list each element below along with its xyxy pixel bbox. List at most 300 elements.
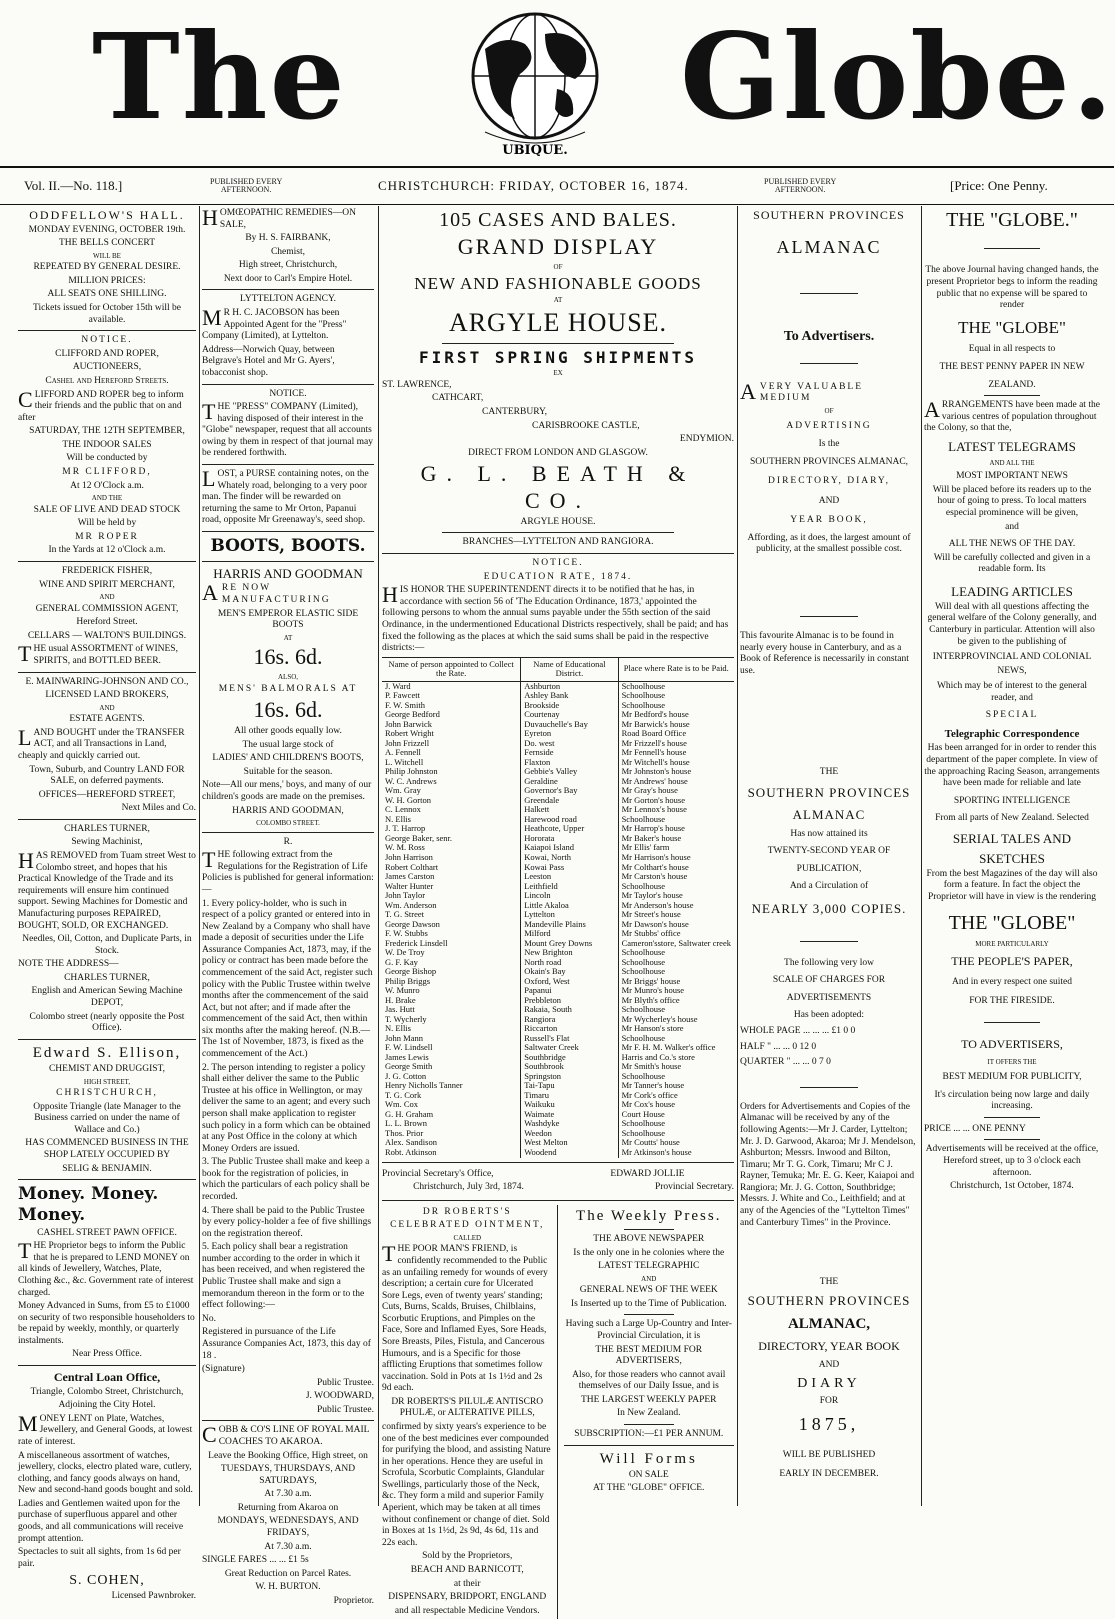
divider: [202, 464, 374, 465]
table-cell: Mr Anderson's house: [618, 901, 734, 911]
ad-heading: S. COHEN,: [69, 1573, 145, 1589]
ad-line: AND: [818, 495, 840, 506]
table-cell: Duvauchelle's Bay: [521, 720, 618, 730]
ad-line: WINE AND SPIRIT MERCHANT,: [39, 579, 175, 590]
table-cell: Mr Witchell's house: [618, 758, 734, 768]
ad-line: MR CLIFFORD,: [62, 466, 152, 477]
issue-price: [Price: One Penny.: [950, 178, 1048, 193]
ad-line: and all respectable Medicine Vendors.: [394, 1605, 540, 1616]
ad-line: AND: [818, 1359, 840, 1370]
table-cell: Harris and Co.'s store: [618, 1053, 734, 1063]
ad-heading: 105 CASES AND BALES.: [439, 209, 677, 231]
table-cell: Schoolhouse: [618, 701, 734, 711]
divider: [800, 941, 858, 942]
ad-line: MENS' BALMORALS AT: [218, 683, 358, 694]
table-cell: Schoolhouse: [618, 948, 734, 958]
ad-heading: SOUTHERN PROVINCES: [747, 784, 911, 800]
ad-body: Ladies and Gentlemen waited upon for the purchase of superfluous apparel and other goods, and all communications will receive prompt attention.: [18, 1498, 184, 1544]
divider: [18, 330, 196, 331]
table-cell: Mr Colthart's house: [618, 863, 734, 873]
divider: [564, 1445, 735, 1446]
table-cell: James Lewis: [385, 1051, 429, 1062]
ad-heading: FIRST SPRING SHIPMENTS: [419, 347, 697, 367]
divider: [984, 1022, 1040, 1023]
ad-line: Licensed Pawnbroker.: [111, 1591, 196, 1602]
ad-line: J. WOODWARD,: [305, 1391, 374, 1402]
table-cell: Schoolhouse: [618, 1005, 734, 1015]
table-cell: Schoolhouse: [618, 681, 734, 691]
table-cell: Prebbleton: [521, 996, 618, 1006]
table-cell: West Melton: [521, 1138, 618, 1148]
table-cell: Kowai, North: [521, 853, 618, 863]
volume-number: Vol. II.—No. 118.]: [24, 178, 123, 193]
weekly-press-ad: [564, 1205, 735, 1619]
ad-line: No.: [202, 1313, 216, 1324]
ad-line: SATURDAY, THE 12TH SEPTEMBER,: [29, 426, 185, 437]
ad-heading: THE "GLOBE": [958, 317, 1066, 337]
table-cell: Mr Fennell's house: [618, 748, 734, 758]
ship-name: CANTERBURY,: [482, 406, 548, 417]
table-cell: H. Brake: [385, 994, 416, 1005]
divider: [800, 616, 858, 617]
ad-heading: SERIAL TALES AND: [952, 830, 1072, 846]
table-cell: John Harrison: [385, 852, 433, 862]
divider: [18, 1039, 196, 1040]
table-cell: Do. west: [521, 739, 618, 749]
table-cell: Mr Baker's house: [618, 834, 734, 844]
table-cell: Mr Cork's office: [618, 1091, 734, 1101]
ad-line: AND: [641, 1274, 657, 1283]
ad-heading: LYTTELTON AGENCY.: [240, 294, 336, 305]
ad-line: GENERAL COMMISSION AGENT,: [35, 603, 179, 614]
divider: [382, 553, 734, 554]
table-cell: Henry Nicholls Tanner: [385, 1080, 463, 1091]
ad-price: 16s. 6d.: [253, 644, 323, 670]
ad-line: HIGH STREET,: [83, 1077, 131, 1086]
ad-body: Affording, as it does, the largest amount of publicity, at the smallest possible cost.: [747, 532, 911, 555]
table-cell: Flaxton: [521, 758, 618, 768]
table-cell: W. De Troy: [385, 947, 425, 958]
ad-body: Will be carefully collected and given in a readable form. Its: [933, 552, 1091, 575]
education-rate-table: [382, 657, 734, 1158]
column-5: [924, 206, 1100, 1506]
table-cell: Mr Frizzell's house: [618, 739, 734, 749]
signature-right: [561, 1167, 734, 1196]
table-cell: Mr Harrison's house: [618, 853, 734, 863]
table-cell: L. Witchell: [385, 756, 424, 767]
ad-line: AND: [99, 593, 115, 602]
published-note-line: AFTERNOON.: [220, 185, 272, 194]
divider: [800, 363, 858, 364]
ad-heading: NOTICE.: [81, 335, 133, 346]
table-cell: W. M. Ross: [385, 842, 425, 853]
table-cell: Mr Briggs' house: [618, 977, 734, 987]
table-cell: Weedon: [521, 1129, 618, 1139]
signature-left: [382, 1167, 555, 1196]
table-cell: Brookside: [521, 701, 618, 711]
table-cell: Schoolhouse: [618, 1072, 734, 1082]
table-cell: Mr Gray's house: [618, 786, 734, 796]
table-cell: Greendale: [521, 796, 618, 806]
ad-line: MONDAYS, WEDNESDAYS, AND FRIDAYS,: [217, 1516, 359, 1539]
ad-body: MR H. C. JACOBSON has been Appointed Agent for the "Press" Company (Limited), at Lyttelton.: [202, 305, 347, 342]
ad-line: at their: [453, 1578, 481, 1589]
table-cell: James Carston: [385, 871, 435, 882]
table-cell: Robert Colthart: [385, 861, 439, 872]
divider: [202, 531, 374, 532]
table-cell: T. G. Cork: [385, 1089, 422, 1100]
ad-heading: TO ADVERTISERS,: [961, 1037, 1063, 1052]
ad-line: Christchurch, July 3rd, 1874.: [413, 1182, 524, 1193]
table-cell: Jas. Hutt: [385, 1004, 415, 1015]
divider: [984, 395, 1040, 396]
column-rule: [921, 206, 922, 1506]
ad-line: CALLED: [453, 1233, 482, 1242]
ad-line: HARRIS AND GOODMAN,: [232, 805, 344, 816]
ad-line: FOR: [819, 1396, 839, 1407]
ad-line: Colombo street (nearly opposite the Post Office).: [29, 1011, 185, 1034]
table-cell: J. Ward: [385, 680, 411, 691]
ad-line: Suitable for the season.: [243, 766, 333, 777]
ad-heading: Edward S. Ellison,: [32, 1044, 182, 1061]
ad-heading: ARGYLE HOUSE.: [448, 308, 668, 338]
ad-heading: 1875,: [798, 1413, 860, 1434]
ad-heading: THE PEOPLE'S PAPER,: [951, 954, 1073, 969]
table-cell: Riccarton: [521, 1024, 618, 1034]
ad-line: OFFICES—HEREFORD STREET,: [38, 789, 176, 800]
ad-heading: LEADING ARTICLES: [951, 583, 1073, 599]
ad-body: Orders for Advertisements and Copies of the Almanac will be received by any of the following Agents:—Mr J. Carder, Lyttelton; Mr. J. D. Garwood, Akaroa; Mr J. Mendelson, Ashburton; Messrs. Inwood and Bilton, Timaru; Mr T. G. Cork, Timaru; Mr C J. Rayner, Temuka; Mr. E. G. Keer, Kaiapoi and Rangiora; Mr. J. G. Cotton, Southbridge; Messrs. J. White and Co., Leithfield; and at any of the Agencies of the "Lyttelton Times" and Canterbury Times" in the Province.: [740, 1101, 916, 1228]
ad-line: Sold by the Proprietors,: [422, 1551, 513, 1562]
ad-line: At 7.30 a.m.: [264, 1541, 312, 1552]
ad-line: ARE NOW MANUFACTURING: [202, 580, 331, 606]
table-cell: Oxford, West: [521, 977, 618, 987]
table-cell: Geraldine: [521, 777, 618, 787]
ad-line: Needles, Oil, Cotton, and Duplicate Parts, in Stock.: [22, 934, 192, 956]
ad-line: Public Trustee.: [316, 1404, 374, 1415]
ad-line: Tickets issued for October 15th will be available.: [33, 303, 181, 325]
ad-line: EX: [553, 369, 563, 378]
table-cell: Mr Smith's house: [618, 1062, 734, 1072]
divider: [442, 532, 674, 533]
ad-body: confirmed by sixty years's experience to be one of the best medicines ever compounded for purifying the blood, and assisting Nature in her operations. Hence they are useful in Scrofula, Scorbutic Complaints, Glandular Swellings, particularly those of the Neck, &c. They form a mild and superior Family Aperient, which may be taken at all times without confinement or change of diet. Sold in Boxes at 1s 1½d, 2s 9d, 4s 6d, 11s and 22s each.: [382, 1422, 551, 1548]
ad-line: MONDAY EVENING, OCTOBER 19th.: [28, 224, 186, 235]
ad-line: NEWS,: [997, 665, 1027, 676]
published-note-line: PUBLISHED EVERY: [210, 177, 283, 186]
ad-line: YEAR BOOK,: [790, 515, 868, 526]
ad-line: WILL BE PUBLISHED: [782, 1449, 876, 1460]
ad-line: OF: [824, 406, 834, 415]
table-cell: Kowai Pass: [521, 863, 618, 873]
table-cell: J. T. Harrop: [385, 823, 426, 834]
ad-heading: NOTICE.: [269, 388, 307, 399]
column-4: [740, 206, 918, 1506]
table-cell: Waimate: [521, 1110, 618, 1120]
column-2: [202, 205, 374, 1606]
ad-line: and: [1005, 521, 1019, 532]
ad-body: Which may be of interest to the general reader, and: [936, 681, 1088, 703]
ad-body: ARRANGEMENTS have been made at the various centres of population throughout the Colony, so that the,: [924, 397, 1100, 434]
table-body: [382, 681, 734, 1157]
ad-line: Is the only one in he colonies where the: [573, 1247, 725, 1258]
table-row: [382, 1091, 734, 1101]
ad-line: AT THE "GLOBE" OFFICE.: [593, 1483, 705, 1494]
ad-heading: G. L. BEATH & CO.: [420, 461, 696, 514]
ad-body: HIS HONOR THE SUPERINTENDENT directs it to be notified that he has, in accordance with section 56 of 'The Education Ordinance, 1873,' appointed the following persons to whom the annual sums payable under the 55th section of the said Ordinance, in the undermentioned Educational Districts respectively, shall be paid; and has fixed the following as the places at which the said sums shall be paid in the respective districts:—: [382, 582, 729, 654]
ad-line: Next Miles and Co.: [121, 803, 196, 814]
table-header: Name of Educational District.: [521, 657, 618, 681]
table-cell: John Barwick: [385, 718, 432, 729]
divider: [202, 1420, 374, 1421]
table-cell: Wm. Gray: [385, 785, 421, 796]
ship-name: ST. LAWRENCE,: [382, 379, 452, 390]
column-1: [18, 206, 196, 1602]
ad-body: Has been arranged for in order to render this department of the paper complete. In view of the approaching Racing Season, arrangements have been made for reliable and late: [924, 743, 1100, 789]
table-cell: Mr Munro's house: [618, 986, 734, 996]
ad-line: SUBSCRIPTION:—£1 PER ANNUM.: [574, 1429, 724, 1439]
ad-line: Leave the Booking Office, High street, on: [208, 1450, 368, 1461]
table-cell: Robt. Atkinson: [385, 1146, 437, 1157]
table-cell: Eyreton: [521, 729, 618, 739]
ad-line: ALL THE NEWS OF THE DAY.: [948, 539, 1076, 550]
ad-line: MR ROPER: [75, 531, 139, 542]
ad-body: THE usual ASSORTMENT of WINES, SPIRITS, and BOTTLED BEER.: [18, 641, 178, 667]
divider: [18, 1179, 196, 1180]
table-cell: Alex. Sandison: [385, 1137, 437, 1148]
ad-line: Near Press Office.: [72, 1349, 142, 1360]
ad-heading: Money. Money. Money.: [18, 1184, 159, 1225]
ad-body: MONEY LENT on Plate, Watches, Jewellery, and General Goods, at lowest rate of interest.: [18, 1410, 193, 1447]
ad-line: CHEMIST AND DRUGGIST,: [48, 1064, 166, 1074]
ad-line: AT: [553, 296, 563, 305]
table-cell: W. C. Andrews: [385, 775, 437, 786]
ad-body: Spectacles to suit all sights, from 1s 6d per pair.: [18, 1547, 181, 1569]
table-cell: Cameron'sstore, Saltwater creek: [618, 939, 734, 949]
table-cell: Schoolhouse: [618, 958, 734, 968]
ad-line: BEST MEDIUM FOR PUBLICITY,: [942, 1072, 1082, 1083]
ad-heading: NEARLY 3,000 COPIES.: [751, 900, 907, 916]
ad-line: Returning from Akaroa on: [237, 1502, 339, 1513]
table-cell: North road: [521, 958, 618, 968]
table-cell: Mount Grey Downs: [521, 939, 618, 949]
table-cell: Russell's Flat: [521, 1034, 618, 1044]
ad-heading: LATEST TELEGRAMS: [948, 438, 1076, 454]
ad-line: Public Trustee.: [316, 1377, 374, 1388]
table-header-row: [382, 657, 734, 681]
table-cell: Saltwater Creek: [521, 1043, 618, 1053]
ad-line: The usual large stock of: [242, 739, 334, 750]
published-note-right: [764, 178, 836, 194]
ad-line: LICENSED LAND BROKERS,: [45, 690, 169, 701]
ad-heading: To Advertisers.: [783, 328, 875, 344]
divider: [624, 1424, 675, 1425]
table-cell: Mr Dawson's house: [618, 920, 734, 930]
table-cell: Mr Coutts' house: [618, 1138, 734, 1148]
ad-body: THE POOR MAN'S FRIEND, is confidently recommended to the Public as an unfailing remedy for wounds of every description; a certain cure for Ulcerated Sore Legs, even of twenty years' standing; Cuts, Burns, Scalds, Bruises, Chilblains, Scorbutic Eruptions, and Pimples on the Face, Sore and Inflamed Eyes, Sore Heads, Sore Breasts, Piles, Fistula, and Cancerous Humours, and is a Specific for those afflicting Eruptions that sometimes follow vaccination. Sold in Pots at 1s 1½d and 2s 9d each.: [382, 1241, 548, 1394]
table-cell: Southbridge: [521, 1053, 618, 1063]
ad-line: COLOMBO STREET.: [256, 819, 320, 828]
divider: [202, 561, 374, 562]
table-cell: Schoolhouse: [618, 691, 734, 701]
divider: [202, 384, 374, 385]
table-cell: Woodend: [521, 1148, 618, 1158]
ad-line: Hereford Street.: [76, 617, 138, 628]
ad-body: This favourite Almanac is to be found in nearly every house in Canterbury, and as a Book of Reference is necessarily in constant use.: [740, 630, 909, 676]
ad-line: R.: [283, 836, 293, 847]
published-note-left: [210, 178, 282, 194]
table-cell: Springston: [521, 1072, 618, 1082]
table-cell: Mr Harrop's house: [618, 824, 734, 834]
table-cell: Waikuku: [521, 1100, 618, 1110]
ad-line: ZEALAND.: [988, 379, 1036, 390]
ad-line: SPORTING INTELLIGENCE: [953, 795, 1071, 806]
table-cell: George Bishop: [385, 966, 437, 977]
published-note-line: PUBLISHED EVERY: [764, 177, 837, 186]
table-cell: Mr Gorton's house: [618, 796, 734, 806]
ad-line: DR ROBERTS'S PILULÆ ANTISCRO PHULÆ, or ALTERATIVE PILLS,: [391, 1396, 544, 1419]
ad-heading: Will Forms: [599, 1450, 698, 1467]
ad-heading: NEW AND FASHIONABLE GOODS: [414, 273, 702, 293]
ad-line: SPECIAL: [985, 710, 1039, 721]
ad-line: CELLARS — WALTON'S BUILDINGS.: [27, 630, 187, 641]
ad-line: Having such a Large Up-Country and Inter-Provincial Circulation, it is: [565, 1319, 732, 1341]
ad-line: AND THE: [91, 494, 123, 503]
table-cell: N. Ellis: [385, 1023, 411, 1034]
ad-heading: DIARY: [797, 1376, 861, 1392]
table-cell: George Dawson: [385, 918, 440, 929]
table-cell: George Smith: [385, 1061, 433, 1072]
table-cell: Schoolhouse: [618, 1119, 734, 1129]
ad-body: 3. The Public Trustee shall make and keep a book for the registration of policies, in which the particulars of each policy shall be recorded.: [202, 1157, 370, 1202]
ad-line: Sewing Machinist,: [71, 837, 143, 848]
ad-line: AVERY VALUABLE MEDIUM: [740, 378, 864, 404]
table-cell: Mr Cox's house: [618, 1100, 734, 1110]
divider: [800, 293, 858, 294]
table-cell: Tai-Tapu: [521, 1081, 618, 1091]
table-cell: Schoolhouse: [618, 815, 734, 825]
ad-body: CLIFFORD AND ROPER beg to inform their friends and the public that on and after: [18, 386, 184, 423]
ad-heading: DIRECTORY, YEAR BOOK: [758, 1338, 900, 1353]
table-cell: Mr Blyth's office: [618, 996, 734, 1006]
ad-heading: ALMANAC,: [787, 1315, 871, 1332]
divider: [382, 1200, 734, 1201]
ad-body: Registered in pursuance of the Life Assurance Companies Act, 1873, this day of 18 .: [202, 1327, 371, 1361]
ad-line: W. H. BURTON.: [255, 1582, 321, 1593]
table-cell: L. L. Brown: [385, 1118, 428, 1129]
ad-line: SINGLE FARES ... ... £1 5s: [202, 1555, 309, 1566]
column-rule: [737, 206, 738, 1506]
ad-body: Will deal with all questions affecting the general welfare of the Colony generally, and Canterbury in particular. Attention will also be given to the publishing of: [927, 601, 1097, 647]
ad-line: Will be held by: [77, 518, 137, 529]
table-row: [382, 1148, 734, 1158]
ad-body: THE Proprietor begs to inform the Public that he is prepared to LEND MONEY on all kinds of Jewellery, Watches, Plate, Clothing &c., &c. Government rate of interest charged.: [18, 1238, 194, 1298]
table-cell: Rangiora: [521, 1015, 618, 1025]
ad-line: THE ABOVE NEWSPAPER: [593, 1233, 705, 1244]
ad-line: Triangle, Colombo Street, Christchurch,: [30, 1386, 184, 1397]
ad-line: ESTATE AGENTS.: [69, 714, 145, 725]
ad-line: AUCTIONEERS,: [72, 362, 142, 373]
ad-line: Provincial Secretary's Office,: [382, 1168, 494, 1179]
ad-line: English and American Sewing Machine DEPOT,: [31, 986, 183, 1008]
globe-icon: [445, 4, 625, 164]
ad-line: SOUTHERN PROVINCES ALMANAC,: [749, 456, 909, 467]
ad-heading: HARRIS AND GOODMAN: [213, 565, 363, 581]
ad-body: THE "PRESS" COMPANY (Limited), having disposed of their interest in the "Globe" newspaper, request that all accounts owing by them in respect of that journal may be rendered forthwith.: [202, 399, 373, 459]
table-cell: T. Wycherly: [385, 1013, 427, 1024]
table-cell: T. G. Street: [385, 909, 425, 920]
table-cell: Philip Johnston: [385, 766, 438, 777]
table-cell: Walter Hunter: [385, 880, 434, 891]
table-row: [382, 901, 734, 911]
table-cell: Frederick Linsdell: [385, 937, 448, 948]
ad-line: CHARLES TURNER,: [64, 823, 150, 834]
table-cell: Southbrook: [521, 1062, 618, 1072]
table-cell: Robert Wright: [385, 728, 434, 739]
ad-line: Has now attained its: [790, 828, 868, 839]
table-cell: Thos. Prior: [385, 1127, 424, 1138]
table-cell: John Frizzell: [385, 737, 430, 748]
ad-line: FOR THE FIRESIDE.: [969, 996, 1055, 1007]
table-cell: Schoolhouse: [618, 1129, 734, 1139]
ad-line: And in every respect one suited: [951, 976, 1073, 987]
divider: [624, 1229, 675, 1230]
ad-line: CHARLES TURNER,: [64, 972, 150, 983]
ad-line: All other goods equally low.: [234, 726, 342, 737]
ad-line: At 7.30 a.m.: [264, 1489, 312, 1500]
ad-heading: COBB & CO'S LINE OF ROYAL MAIL COACHES TO AKAROA.: [202, 1422, 370, 1448]
table-cell: Mr Johnston's house: [618, 767, 734, 777]
table-cell: Milford: [521, 929, 618, 939]
table-cell: Little Akaloa: [521, 901, 618, 911]
lower-ads: [382, 1205, 734, 1619]
table-cell: Schoolhouse: [618, 1034, 734, 1044]
ad-heading: EDUCATION RATE, 1874.: [483, 571, 633, 582]
ad-line: Is the: [818, 438, 840, 449]
table-cell: Lyttelton: [521, 910, 618, 920]
ad-body: Advertisements will be received at the office, Hereford street, up to 3 o'clock each afternoon.: [925, 1144, 1099, 1178]
ad-heading: THE "GLOBE.": [946, 209, 1078, 231]
ad-line: Cashel and Hereford Streets.: [45, 375, 169, 386]
published-note-line: AFTERNOON.: [774, 185, 826, 194]
ad-line: LADIES' AND CHILDREN'S BOOTS,: [212, 753, 364, 764]
ad-heading: SOUTHERN PROVINCES: [747, 1292, 911, 1308]
divider: [202, 289, 374, 290]
ad-line: At 12 O'Clock a.m.: [70, 480, 144, 491]
table-cell: Fernside: [521, 748, 618, 758]
ad-line: Christchurch, 1st October, 1874.: [950, 1181, 1074, 1192]
table-row: [382, 1119, 734, 1129]
ad-line: In New Zealand.: [616, 1408, 681, 1419]
table-cell: John Taylor: [385, 890, 426, 901]
ad-line: TUESDAYS, THURSDAYS, AND SATURDAYS,: [220, 1464, 356, 1486]
ad-line: MILLION PRICES:: [68, 275, 146, 286]
ad-line: AND ALL THE: [989, 458, 1035, 467]
table-cell: Lincoln: [521, 891, 618, 901]
ad-body: 1. Every policy-holder, who is such in respect of a policy granted or entered into in New Zealand by a Company who shall have made a deposit of securities under the Life Assurance Companies Act, 1873, may, if the policy or contract has been made before the commencement of the said Act, register such policy with the Public Trustee within twelve months after the commencement of the said Act, but not after; and if made after the commencement of the said Act, then within six months after the making hereof. (N.B.—The 1st of November, 1873, is fixed as the commencement of the Act.): [202, 898, 373, 1060]
ad-line: AT: [283, 633, 293, 642]
table-cell: Mr Bedford's house: [618, 710, 734, 720]
ad-body: Address—Norwich Quay, between Belgrave's Hotel and Mr G. Ayers', tobacconist shop.: [202, 344, 335, 378]
table-cell: Schoolhouse: [618, 967, 734, 977]
ad-line: And a Circulation of: [789, 881, 869, 892]
ad-line: ADVERTISEMENTS: [786, 992, 872, 1003]
ad-body: 5. Each policy shall bear a registration number according to the order in which it has been received, and when registered the Public Trustee shall make and sign a memorandum thereon in the form or to the effect following:—: [202, 1242, 365, 1311]
table-cell: Rakaia, South: [521, 1005, 618, 1015]
divider: [18, 1365, 196, 1366]
ad-body: LOST, a PURSE containing notes, on the Whately road, belonging to a very poor man. The finder will be rewarded on returning the same to Mr Orton, Papanui road, opposite Mr Greenaway's, seed shop.: [202, 465, 369, 526]
ad-line: CLIFFORD AND ROPER,: [55, 348, 159, 359]
table-cell: Mr Stubbs' office: [618, 929, 734, 939]
